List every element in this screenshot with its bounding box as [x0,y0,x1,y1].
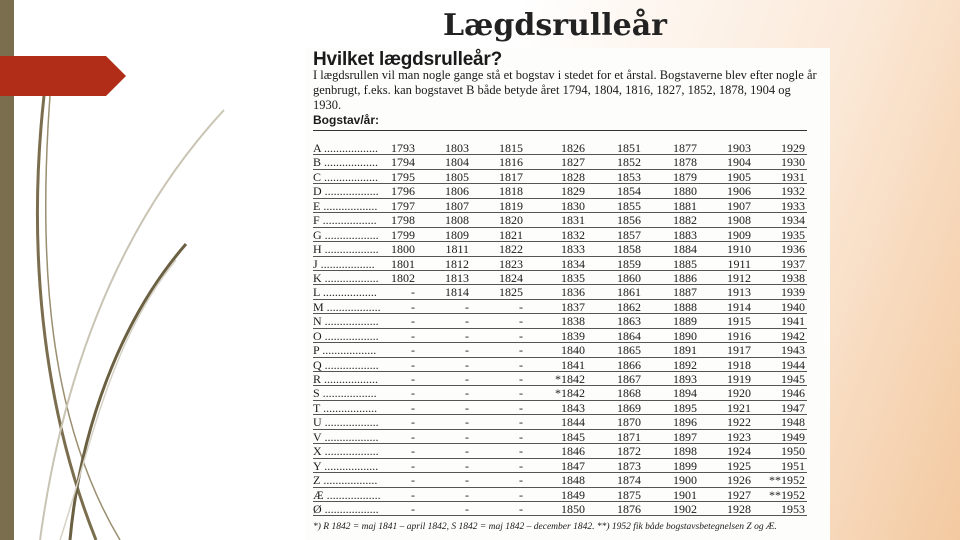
letter-cell: U .................. [313,415,379,430]
year-cell: 1907 [727,198,751,213]
year-cell: 1887 [673,285,697,300]
year-cell: 1937 [781,256,805,271]
year-cell: 1826 [561,141,585,155]
table-row [313,459,807,473]
letter-cell: J .................. [313,256,375,271]
year-cell: 1837 [561,299,585,314]
year-cell: 1811 [445,242,469,257]
year-cell: 1928 [727,501,751,516]
year-cell: - [465,429,469,444]
year-cell: 1897 [673,429,697,444]
year-cell: 1869 [617,400,641,415]
year-cell: 1918 [727,357,751,372]
year-cell: 1815 [499,141,523,155]
year-cell: 1836 [561,285,585,300]
letter-cell: F .................. [313,213,377,228]
year-cell: 1825 [499,285,523,300]
year-cell: - [411,314,415,329]
letter-cell: C .................. [313,169,379,184]
year-cell: 1940 [781,299,805,314]
table-row [313,300,807,314]
year-cell: 1835 [561,270,585,285]
year-cell: - [519,429,523,444]
letter-cell: D .................. [313,184,379,199]
year-cell: 1911 [727,256,751,271]
year-cell: 1947 [781,400,805,415]
table-row [313,329,807,343]
year-cell: - [465,386,469,401]
year-cell: 1933 [781,198,805,213]
scanned-table-image [306,48,830,540]
year-cell: 1844 [561,415,585,430]
year-cell: 1950 [781,444,805,459]
year-cell: 1827 [561,155,585,170]
year-cell: 1798 [391,213,415,228]
year-cell: - [411,285,415,300]
year-cell: - [411,444,415,459]
year-cell: **1952 [769,473,805,488]
year-cell: 1817 [499,169,523,184]
year-cell: 1941 [781,314,805,329]
year-cell: 1917 [727,343,751,358]
table-row [313,285,807,299]
arrow-tab [0,56,126,96]
year-cell: 1880 [673,184,697,199]
letter-cell: Y .................. [313,458,379,473]
year-cell: - [411,328,415,343]
year-cell: 1932 [781,184,805,199]
year-cell: 1832 [561,227,585,242]
year-cell: 1951 [781,458,805,473]
year-cell: 1945 [781,372,805,386]
year-cell: - [465,415,469,430]
year-cell: 1882 [673,213,697,228]
year-cell: 1874 [617,473,641,488]
year-cell: 1848 [561,473,585,488]
year-cell: 1808 [445,213,469,228]
year-cell: 1946 [781,386,805,401]
year-cell: 1898 [673,444,697,459]
year-cell: 1886 [673,270,697,285]
year-cell: - [411,372,415,386]
year-cell: 1942 [781,328,805,343]
year-cell: 1845 [561,429,585,444]
year-cell: 1879 [673,169,697,184]
year-cell: 1896 [673,415,697,430]
year-cell: 1793 [391,141,415,155]
year-cell: 1884 [673,242,697,257]
year-cell: 1885 [673,256,697,271]
letter-cell: P .................. [313,343,377,358]
letter-cell: M .................. [313,299,381,314]
year-cell: 1938 [781,270,805,285]
year-cell: 1900 [673,473,697,488]
table-row [313,343,807,357]
year-cell: 1921 [727,400,751,415]
year-cell: 1927 [727,487,751,502]
year-cell: 1894 [673,386,697,401]
year-cell: 1913 [727,285,751,300]
table-row [313,401,807,415]
year-cell: 1819 [499,198,523,213]
year-cell: - [465,314,469,329]
year-cell: 1949 [781,429,805,444]
year-cell: 1924 [727,444,751,459]
year-cell: - [411,299,415,314]
year-cell: 1931 [781,169,805,184]
year-cell: 1904 [727,155,751,170]
letter-cell: E .................. [313,198,378,213]
table-row [313,386,807,400]
year-cell: - [519,386,523,401]
year-cell: 1899 [673,458,697,473]
year-cell: 1953 [781,501,805,516]
year-cell: 1926 [727,473,751,488]
year-cell: 1922 [727,415,751,430]
year-cell: *1842 [555,386,585,401]
year-cell: 1855 [617,198,641,213]
year-cell: 1853 [617,169,641,184]
year-cell: 1916 [727,328,751,343]
year-cell: 1862 [617,299,641,314]
year-cell: - [465,473,469,488]
year-cell: 1801 [391,256,415,271]
year-cell: - [411,458,415,473]
table-row [313,257,807,271]
year-cell: 1878 [673,155,697,170]
year-cell: - [465,400,469,415]
year-cell: 1831 [561,213,585,228]
year-cell: 1893 [673,372,697,386]
year-cell: 1925 [727,458,751,473]
year-cell: 1919 [727,372,751,386]
year-cell: 1849 [561,487,585,502]
year-cell: - [465,328,469,343]
year-cell: 1859 [617,256,641,271]
year-cell: - [519,501,523,516]
year-cell: - [465,299,469,314]
year-cell: - [519,415,523,430]
year-cell: 1838 [561,314,585,329]
year-cell: 1948 [781,415,805,430]
letter-cell: R .................. [313,372,379,386]
year-cell: 1934 [781,213,805,228]
year-cell: 1864 [617,328,641,343]
year-cell: 1814 [445,285,469,300]
year-cell: 1877 [673,141,697,155]
letter-cell: N .................. [313,314,379,329]
letter-cell: Ø .................. [313,501,379,516]
year-cell: - [411,343,415,358]
year-cell: 1920 [727,386,751,401]
year-cell: 1812 [445,256,469,271]
year-cell: 1903 [727,141,751,155]
year-cell: - [411,429,415,444]
table-row [313,415,807,429]
letter-cell: H .................. [313,242,379,257]
year-cell: - [411,357,415,372]
year-cell: 1802 [391,270,415,285]
year-cell: 1824 [499,270,523,285]
table-row [313,141,807,155]
year-cell: - [411,400,415,415]
year-cell: 1863 [617,314,641,329]
table-row [313,228,807,242]
year-cell: 1846 [561,444,585,459]
year-cell: 1804 [445,155,469,170]
table-row [313,155,807,169]
year-cell: - [465,458,469,473]
year-cell: 1908 [727,213,751,228]
table-row [313,473,807,487]
year-cell: 1809 [445,227,469,242]
year-cell: 1891 [673,343,697,358]
letter-cell: A .................. [313,141,379,155]
table-row [313,358,807,372]
year-cell: 1816 [499,155,523,170]
table-row [313,271,807,285]
table-row [313,199,807,213]
year-cell: - [519,357,523,372]
year-cell: - [411,473,415,488]
year-cell: 1867 [617,372,641,386]
year-cell: *1842 [555,372,585,386]
year-cell: 1794 [391,155,415,170]
letter-cell: O .................. [313,328,379,343]
year-cell: - [465,444,469,459]
letter-cell: Q .................. [313,357,379,372]
year-cell: 1828 [561,169,585,184]
year-cell: - [519,328,523,343]
year-cell: - [519,299,523,314]
table-row [313,242,807,256]
letter-cell: T .................. [313,400,378,415]
year-cell: 1858 [617,242,641,257]
year-cell: 1829 [561,184,585,199]
year-cell: 1847 [561,458,585,473]
year-cell: - [519,487,523,502]
year-cell: 1799 [391,227,415,242]
letter-cell: L .................. [313,285,377,300]
table-label: Bogstav/år: [313,113,380,127]
year-cell: 1868 [617,386,641,401]
scan-heading: Hvilket lægdsrulleår? [313,49,503,70]
table-top-rule [313,130,807,131]
table-row [313,502,807,516]
year-cell: 1944 [781,357,805,372]
year-cell: 1890 [673,328,697,343]
year-cell: 1860 [617,270,641,285]
year-cell: 1909 [727,227,751,242]
year-cell: 1883 [673,227,697,242]
slide-title: Lægdsrulleår [443,8,667,43]
year-cell: 1910 [727,242,751,257]
year-cell: 1807 [445,198,469,213]
table-row [313,170,807,184]
year-cell: 1915 [727,314,751,329]
year-cell: 1930 [781,155,805,170]
year-cell: 1866 [617,357,641,372]
year-cell: 1820 [499,213,523,228]
year-cell: 1889 [673,314,697,329]
year-cell: 1795 [391,169,415,184]
year-cell: - [519,343,523,358]
year-cell: 1803 [445,141,469,155]
year-cell: 1935 [781,227,805,242]
table-row [313,314,807,328]
year-cell: 1821 [499,227,523,242]
year-cell: 1902 [673,501,697,516]
year-cell: 1839 [561,328,585,343]
year-cell: 1861 [617,285,641,300]
year-cell: - [519,372,523,386]
year-cell: 1851 [617,141,641,155]
year-cell: 1830 [561,198,585,213]
year-cell: 1888 [673,299,697,314]
year-cell: - [519,473,523,488]
letter-cell: Z .................. [313,473,378,488]
year-cell: 1823 [499,256,523,271]
year-cell: - [465,487,469,502]
year-cell: 1806 [445,184,469,199]
year-cell: 1871 [617,429,641,444]
year-cell: 1797 [391,198,415,213]
letter-cell: S .................. [313,386,377,401]
year-cell: 1875 [617,487,641,502]
year-cell: 1881 [673,198,697,213]
year-cell: 1914 [727,299,751,314]
letter-year-table [313,141,807,516]
year-cell: 1912 [727,270,751,285]
year-cell: 1840 [561,343,585,358]
letter-cell: B .................. [313,155,379,170]
year-cell: 1936 [781,242,805,257]
year-cell: 1865 [617,343,641,358]
year-cell: 1873 [617,458,641,473]
year-cell: 1834 [561,256,585,271]
table-row [313,488,807,502]
year-cell: - [519,444,523,459]
year-cell: - [519,458,523,473]
table-row [313,430,807,444]
year-cell: 1850 [561,501,585,516]
year-cell: 1929 [781,141,805,155]
table-row [313,444,807,458]
letter-cell: Æ .................. [313,487,381,502]
year-cell: 1856 [617,213,641,228]
year-cell: 1805 [445,169,469,184]
year-cell: - [465,357,469,372]
table-row [313,372,807,386]
year-cell: - [465,501,469,516]
year-cell: 1892 [673,357,697,372]
year-cell: 1854 [617,184,641,199]
year-cell: 1876 [617,501,641,516]
year-cell: - [519,400,523,415]
year-cell: 1796 [391,184,415,199]
year-cell: 1833 [561,242,585,257]
year-cell: 1818 [499,184,523,199]
year-cell: - [519,314,523,329]
year-cell: - [411,501,415,516]
year-cell: 1870 [617,415,641,430]
year-cell: 1841 [561,357,585,372]
year-cell: 1895 [673,400,697,415]
table-row [313,213,807,227]
year-cell: - [411,487,415,502]
letter-cell: G .................. [313,227,379,242]
letter-cell: K .................. [313,270,379,285]
year-cell: - [465,343,469,358]
year-cell: 1923 [727,429,751,444]
year-cell: 1906 [727,184,751,199]
table-row [313,184,807,198]
year-cell: 1813 [445,270,469,285]
year-cell: 1843 [561,400,585,415]
year-cell: - [411,415,415,430]
scan-intro: I lægdsrullen vil man nogle gange stå et bogstav i stedet for et årstal. Bogstaverne blev efter nogle år genbrugt, f.eks. kan bogstavet B både betyde året 1794, 1804, 1816, 1827, 1852, 1878, 1904 og 1930. [313,68,817,112]
year-cell: 1800 [391,242,415,257]
year-cell: 1822 [499,242,523,257]
footnote: *) R 1842 = maj 1841 – april 1842, S 1842 = maj 1842 – december 1842. **) 1952 fik både bogstavsbetegnelsen Z og Æ. [313,522,777,532]
year-cell: - [411,386,415,401]
year-cell: - [465,372,469,386]
year-cell: **1952 [769,487,805,502]
year-cell: 1857 [617,227,641,242]
year-cell: 1939 [781,285,805,300]
year-cell: 1905 [727,169,751,184]
year-cell: 1901 [673,487,697,502]
year-cell: 1852 [617,155,641,170]
letter-cell: V .................. [313,429,379,444]
letter-cell: X .................. [313,444,379,459]
year-cell: 1872 [617,444,641,459]
year-cell: 1943 [781,343,805,358]
